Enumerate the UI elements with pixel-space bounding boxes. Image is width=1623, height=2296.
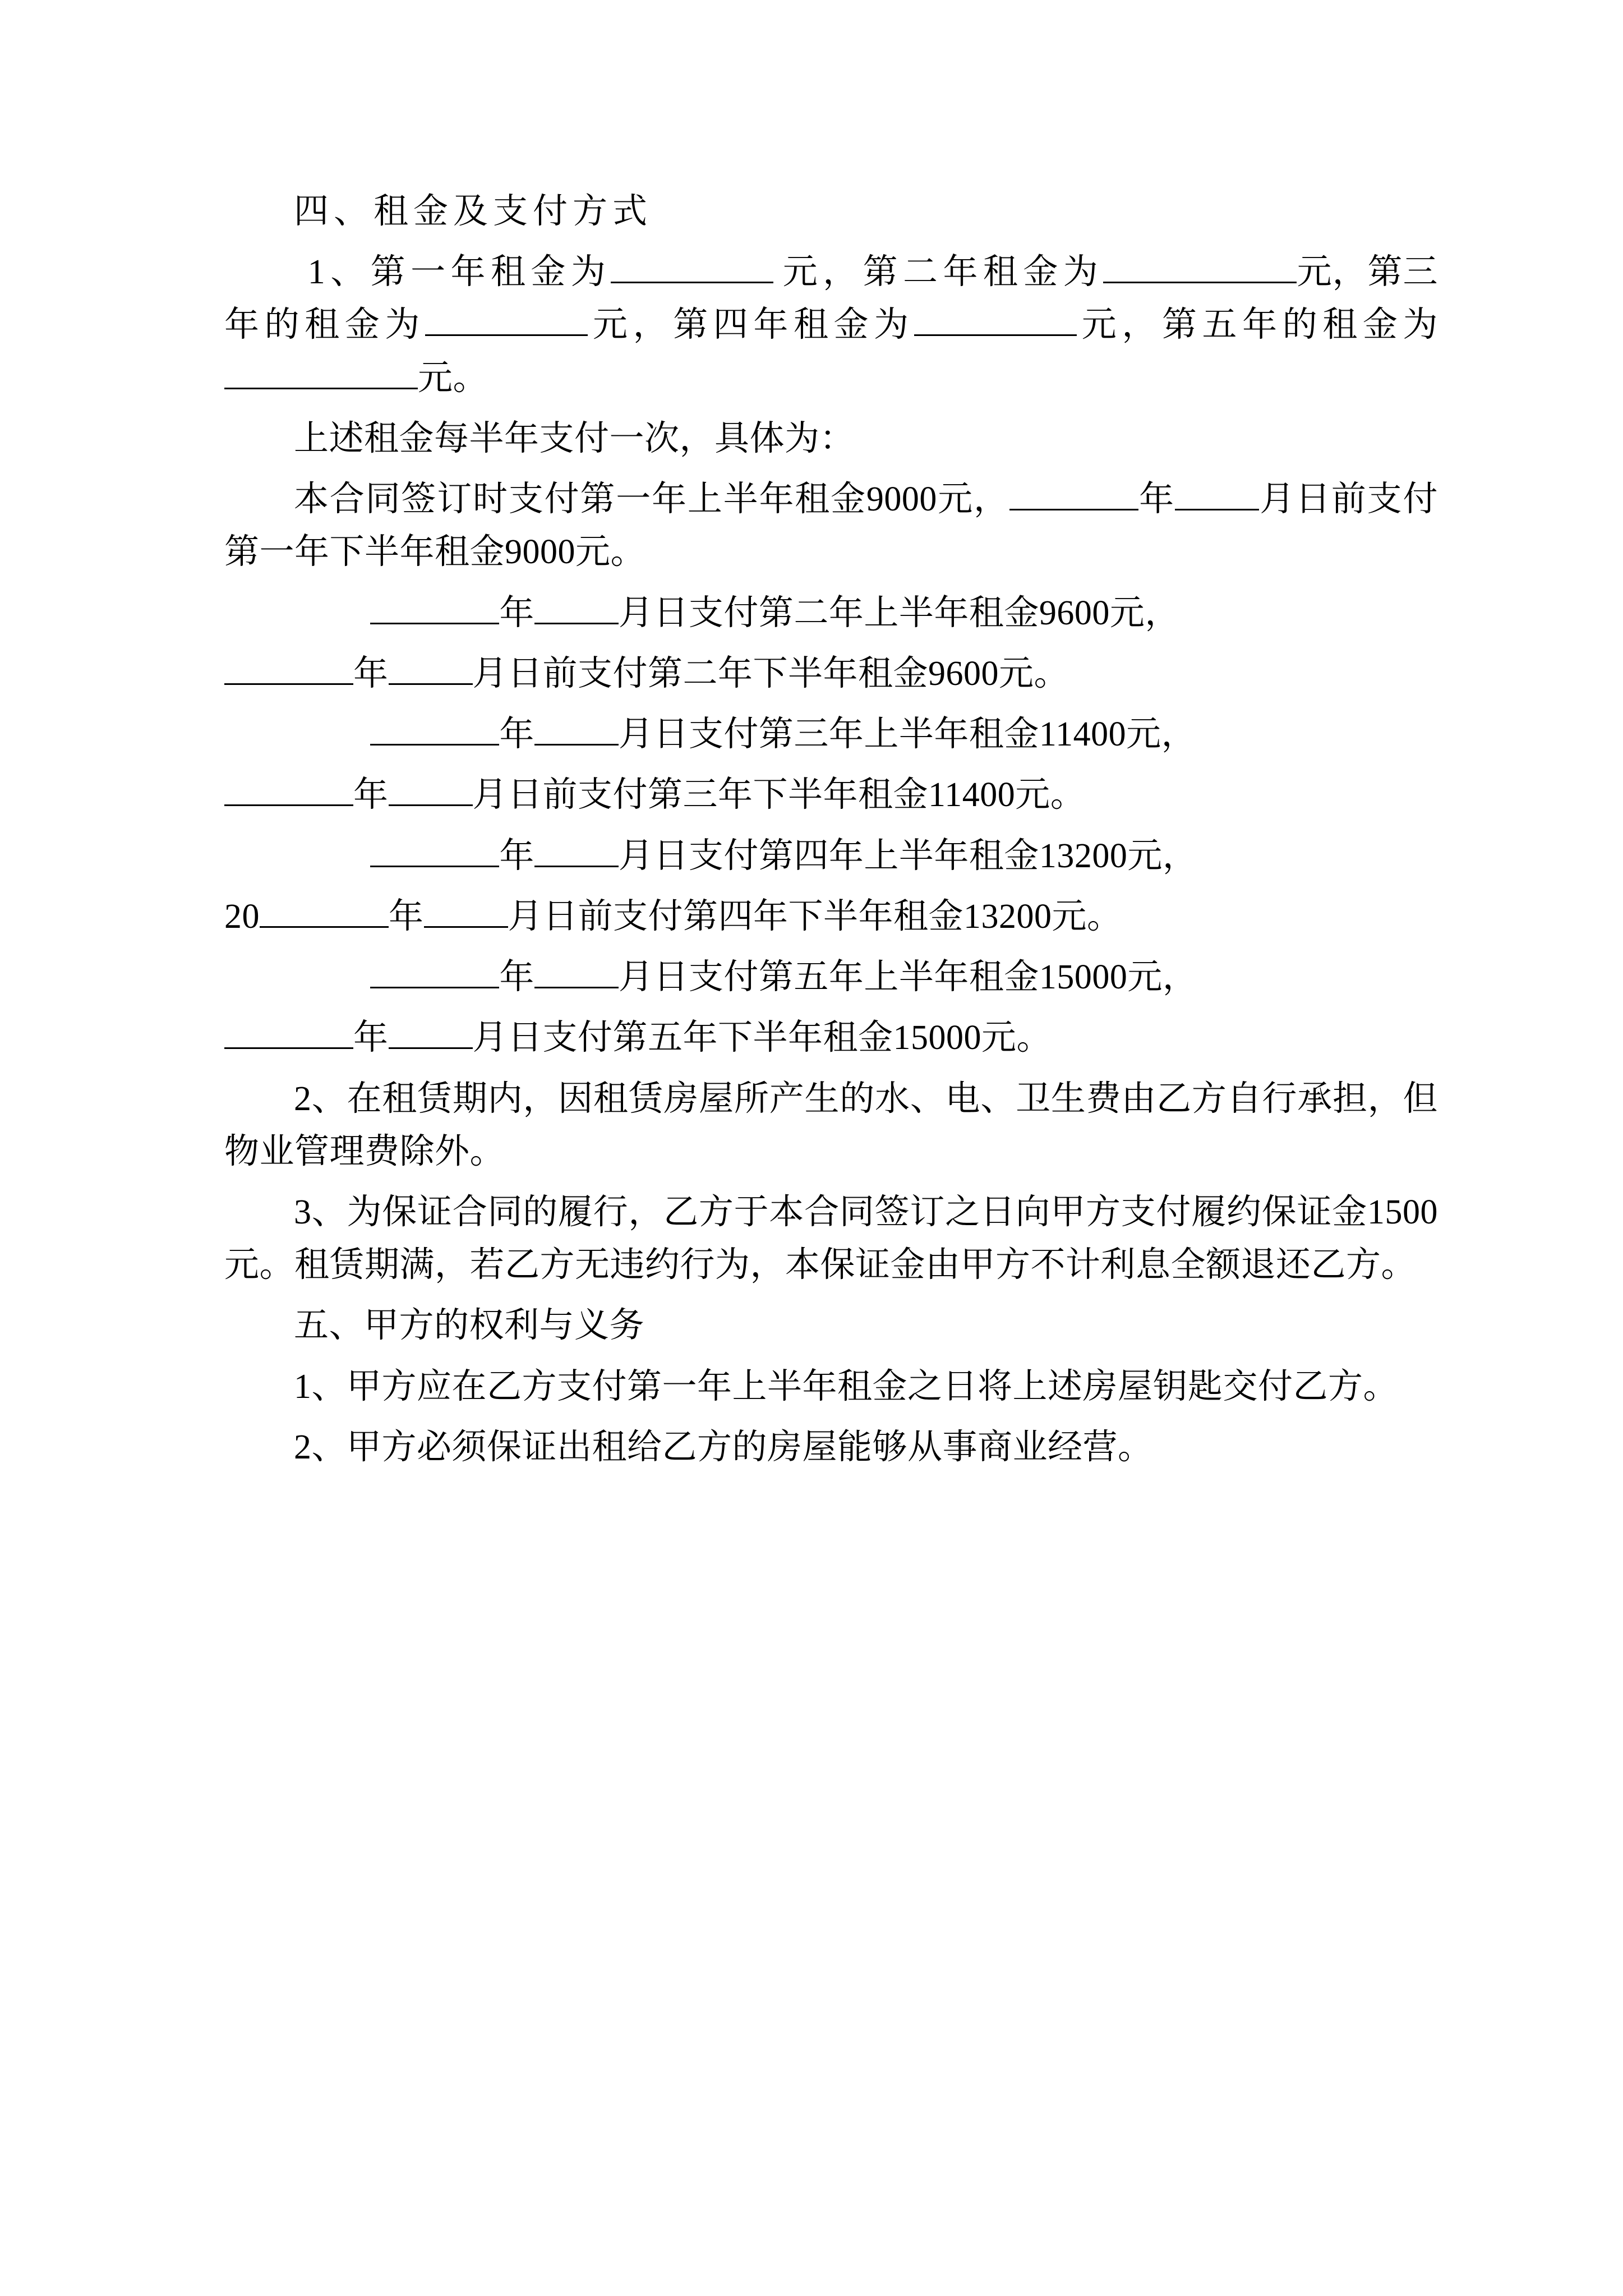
section-heading-5: 五、甲方的权利与义务 xyxy=(294,1306,645,1345)
clause-year3-first xyxy=(224,708,1438,761)
year1-second-half-text-a: 年 xyxy=(1138,480,1175,519)
year3-first-half-text-a: 年 xyxy=(499,715,534,754)
year4-second-half-text-a: 年 xyxy=(389,897,424,936)
clause-4-1-text-d: 元，第四年租金为 xyxy=(587,306,914,344)
year4-first-half-text-b: 月日支付第四年上半年租金13200元， xyxy=(618,836,1198,875)
year3-first-half-year-blank[interactable] xyxy=(370,711,499,746)
clause-5-2: 2、甲方必须保证出租给乙方的房屋能够从事商业经营。 xyxy=(294,1428,1153,1466)
year4-second-half-month-blank[interactable] xyxy=(424,893,508,928)
clause-year4-second xyxy=(224,890,1438,943)
clause-year1 xyxy=(224,473,1438,578)
year4-second-half-prefix: 20 xyxy=(224,897,260,936)
year4-first-half-text-a: 年 xyxy=(499,836,534,875)
year1-first-half-text: 本合同签订时支付第一年上半年租金9000元， xyxy=(294,480,1009,519)
clause-4-3: 3、为保证合同的履行，乙方于本合同签订之日向甲方支付履约保证金1500元。租赁期满，若乙方无违约行为，本保证金由甲方不计利息全额退还乙方。 xyxy=(224,1193,1438,1285)
year4-first-half-month-blank[interactable] xyxy=(534,832,619,867)
year3-second-half-text-a: 年 xyxy=(353,776,389,815)
clause-year3-second xyxy=(224,769,1438,821)
year1-second-half-year-blank[interactable] xyxy=(1009,476,1138,510)
clause-payment-frequency: 上述租金每半年支付一次，具体为： xyxy=(294,419,855,458)
year5-second-half-year-blank[interactable] xyxy=(224,1014,353,1049)
document-body xyxy=(224,185,1438,1474)
clause-year5-first xyxy=(224,951,1438,1004)
section-heading-4: 四、租金及支付方式 xyxy=(294,192,653,231)
rent-year2-blank[interactable] xyxy=(1103,249,1297,283)
rent-year4-blank[interactable] xyxy=(914,302,1077,337)
clause-4-2: 2、在租赁期内，因租赁房屋所产生的水、电、卫生费由乙方自行承担，但物业管理费除外。 xyxy=(224,1079,1438,1171)
clause-4-1 xyxy=(224,246,1438,404)
year2-second-half-month-blank[interactable] xyxy=(389,650,473,685)
year1-second-half-text-b: 月日前支付第一年下半年租金9000元。 xyxy=(224,480,1438,572)
year5-second-half-text-a: 年 xyxy=(353,1019,389,1057)
clause-4-1-text-c: 元，第三年的租金为 xyxy=(224,253,1438,344)
rent-year1-blank[interactable] xyxy=(611,249,773,283)
rent-year3-blank[interactable] xyxy=(425,302,588,337)
year5-second-half-month-blank[interactable] xyxy=(389,1014,473,1049)
year3-first-half-text-b: 月日支付第三年上半年租金11400元， xyxy=(618,715,1197,754)
clause-year2-first xyxy=(224,587,1438,639)
rent-year5-blank[interactable] xyxy=(224,355,418,389)
year3-second-half-year-blank[interactable] xyxy=(224,771,353,806)
year4-second-half-text-b: 月日前支付第四年下半年租金13200元。 xyxy=(508,897,1122,936)
year2-second-half-text-a: 年 xyxy=(353,654,389,693)
year5-first-half-text-a: 年 xyxy=(499,958,534,997)
year4-second-half-year-blank[interactable] xyxy=(260,893,389,928)
year2-second-half-text-b: 月日前支付第二年下半年租金9600元。 xyxy=(472,654,1069,693)
clause-4-1-text-f: 元。 xyxy=(418,358,488,397)
clause-year2-second xyxy=(224,647,1438,700)
year3-second-half-month-blank[interactable] xyxy=(389,771,473,806)
year5-second-half-text-b: 月日支付第五年下半年租金15000元。 xyxy=(472,1019,1052,1057)
year2-first-half-month-blank[interactable] xyxy=(534,590,619,624)
clause-4-1-text-b: 元，第二年租金为 xyxy=(782,253,1104,292)
year5-first-half-text-b: 月日支付第五年上半年租金15000元， xyxy=(618,958,1198,997)
year5-first-half-month-blank[interactable] xyxy=(534,954,619,988)
clause-4-1-text-a: 1、第一年租金为 xyxy=(307,253,611,292)
year3-second-half-text-b: 月日前支付第三年下半年租金11400元。 xyxy=(472,776,1086,815)
year4-first-half-year-blank[interactable] xyxy=(370,832,499,867)
year1-second-half-month-blank[interactable] xyxy=(1175,476,1259,510)
clause-year4-first xyxy=(224,830,1438,882)
year2-first-half-text-a: 年 xyxy=(499,593,534,632)
clause-year5-second xyxy=(224,1011,1438,1064)
year3-first-half-month-blank[interactable] xyxy=(534,711,619,746)
clause-5-1: 1、甲方应在乙方支付第一年上半年租金之日将上述房屋钥匙交付乙方。 xyxy=(294,1367,1399,1406)
year2-first-half-year-blank[interactable] xyxy=(370,590,499,624)
year2-second-half-year-blank[interactable] xyxy=(224,650,353,685)
year5-first-half-year-blank[interactable] xyxy=(370,954,499,988)
clause-4-1-text-e: 元，第五年的租金为 xyxy=(1076,306,1438,344)
year2-first-half-text-b: 月日支付第二年上半年租金9600元， xyxy=(618,593,1180,632)
